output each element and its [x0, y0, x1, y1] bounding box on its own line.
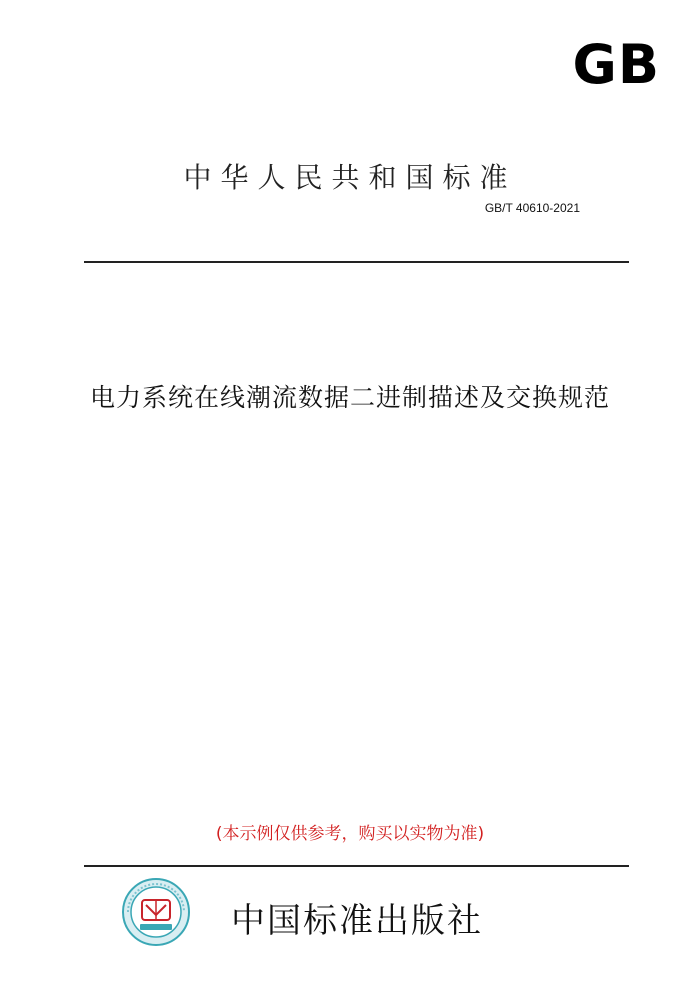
standard-title: 中华人民共和国标准 [183, 161, 517, 194]
reference-notice: (本示例仅供参考，购买以实物为准) [215, 824, 485, 844]
top-divider [84, 261, 629, 263]
publisher-seal-icon [122, 878, 190, 946]
standard-code: GB/T 40610-2021 [484, 201, 580, 215]
publisher-name: 中国标准出版社 [231, 901, 483, 941]
document-title: 电力系统在线潮流数据二进制描述及交换规范 [89, 383, 610, 412]
bottom-divider [84, 865, 629, 867]
gb-logo: GB [572, 33, 660, 96]
